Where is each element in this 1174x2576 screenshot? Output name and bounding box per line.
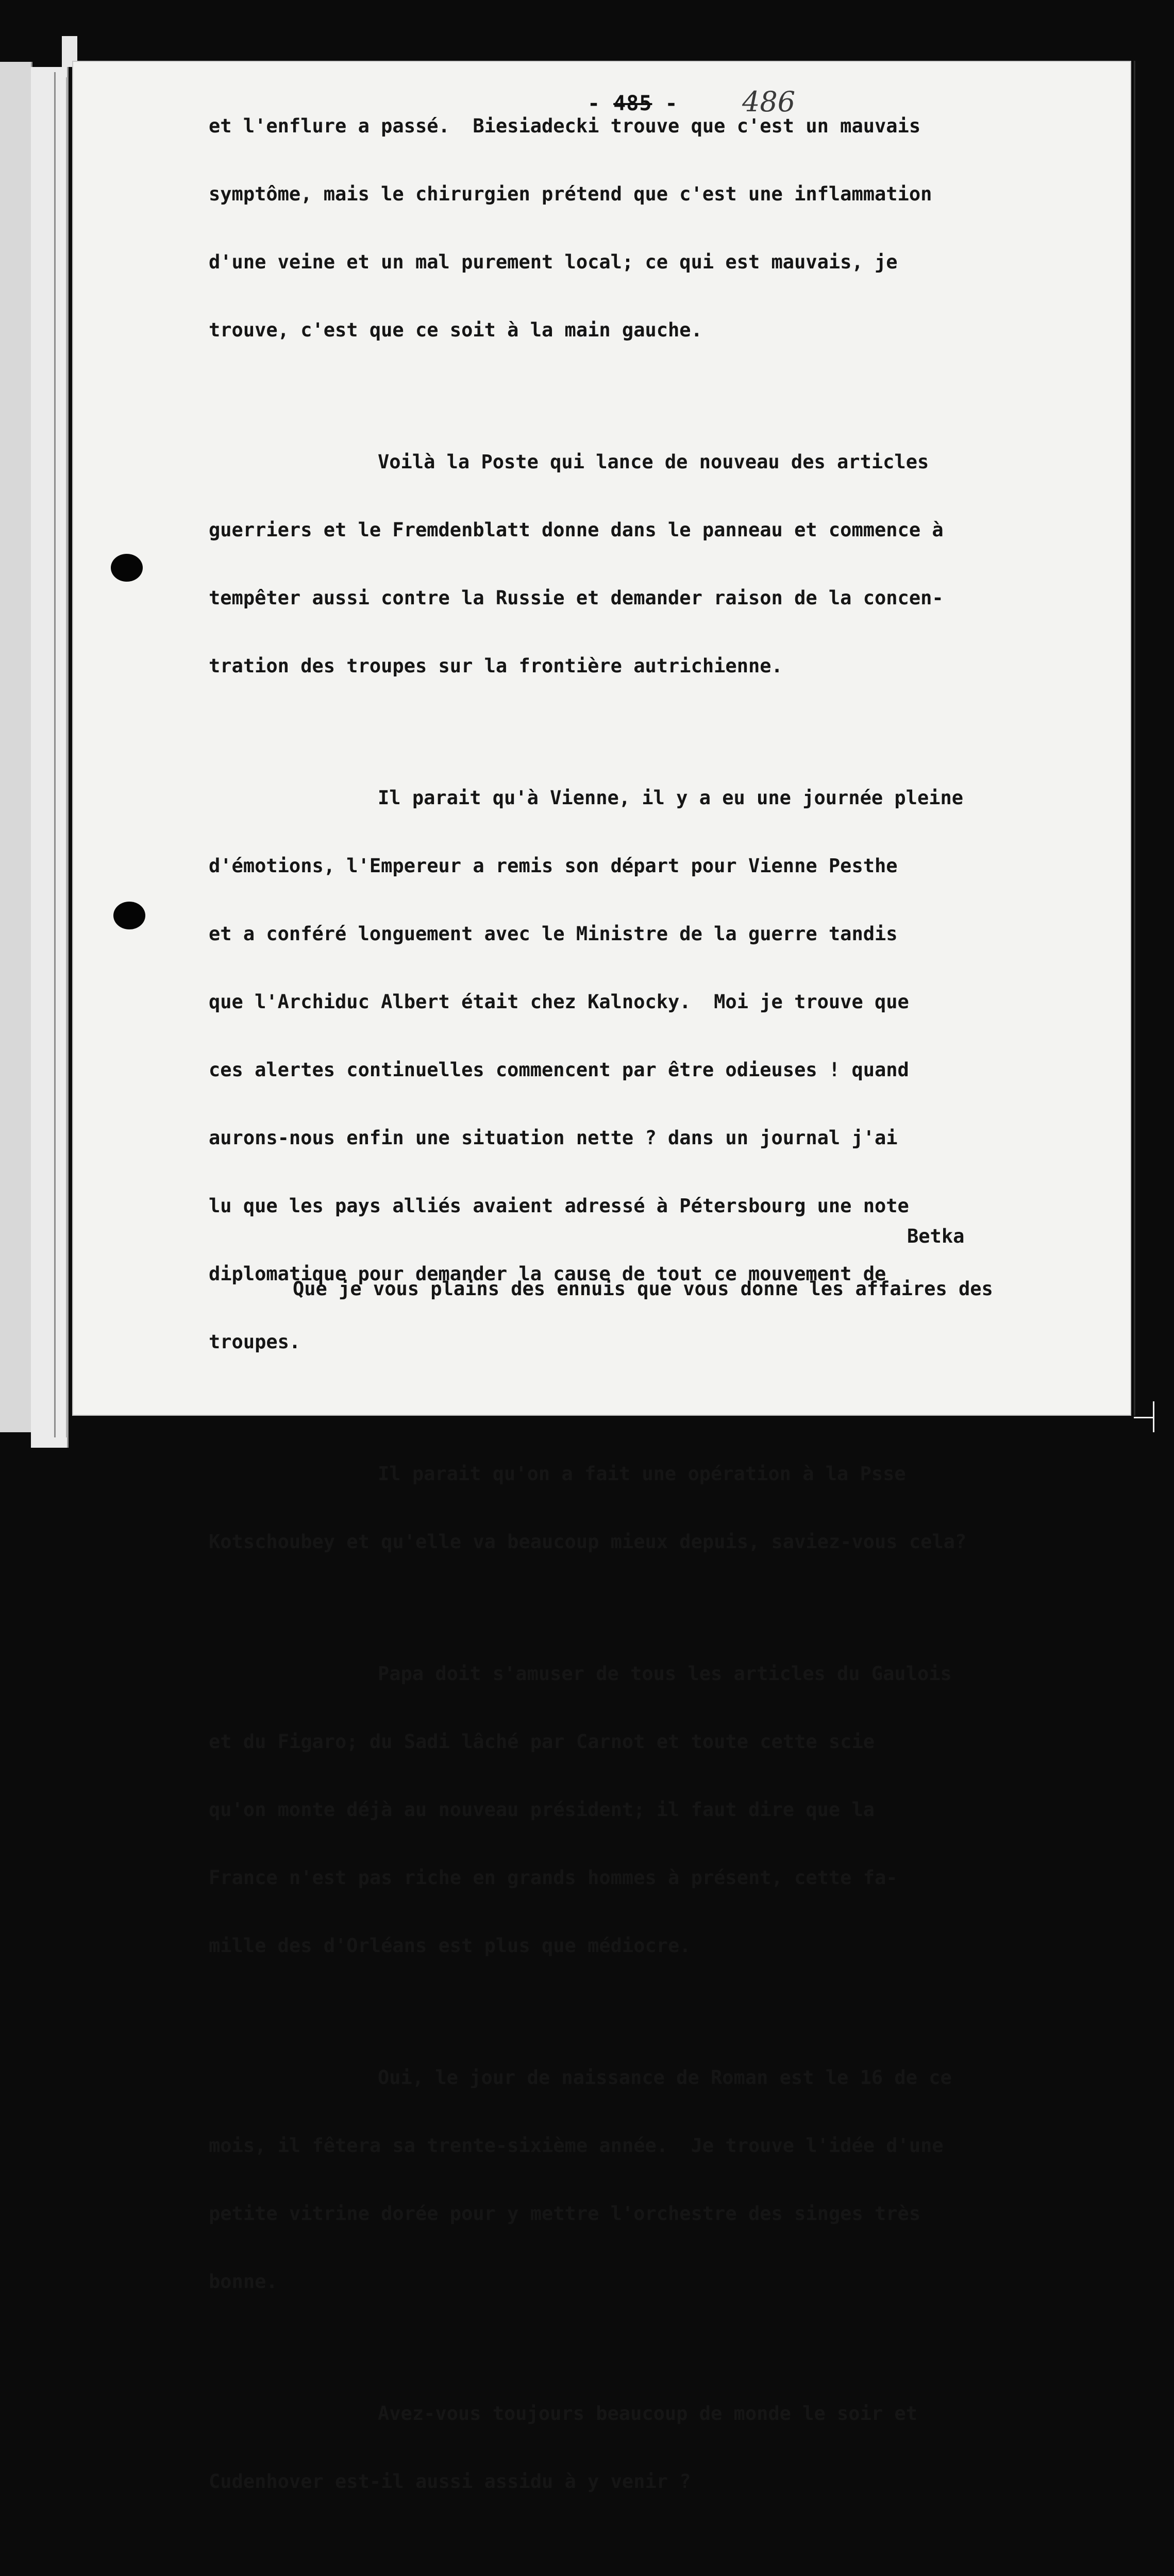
text-line: trouve, c'est que ce soit à la main gauche. (209, 319, 702, 341)
underlying-page-edge-1 (0, 62, 32, 1432)
punch-hole-upper (111, 554, 143, 582)
text-line: et a conféré longuement avec le Ministre de la guerre tandis (209, 923, 898, 945)
text-line: Papa doit s'amuser de tous les articles du Gaulois (378, 1663, 952, 1685)
text-line: Voilà la Poste qui lance de nouveau des articles (378, 451, 929, 473)
page-fold-line (54, 72, 56, 1437)
text-line: guerriers et le Fremdenblatt donne dans le panneau et commence à (209, 519, 944, 541)
text-line: France n'est pas riche en grands hommes à présent, cette fa- (209, 1867, 898, 1889)
text-line: petite vitrine dorée pour y mettre l'orchestre des singes très (209, 2202, 921, 2225)
text-line: Avez-vous toujours beaucoup de monde le soir et (378, 2402, 917, 2425)
text-line: troupes. (209, 1331, 301, 1353)
text-line: Oui, le jour de naissance de Roman est le 16 de ce (378, 2066, 952, 2089)
text-line: Il parait qu'on a fait une opération à la Psse (378, 1463, 906, 1485)
letter-body (209, 70, 1126, 2576)
punch-hole-lower (113, 902, 145, 929)
text-line: ces alertes continuelles commencent par être odieuses ! quand (209, 1059, 909, 1081)
text-line: aurons-nous enfin une situation nette ? dans un journal j'ai (209, 1127, 898, 1149)
text-line: d'une veine et un mal purement local; ce qui est mauvais, je (209, 251, 898, 273)
paragraph-4 (209, 1417, 1126, 1599)
text-line: mille des d'Orléans est plus que médiocre. (209, 1935, 691, 1957)
signature: Betka (907, 1225, 965, 1247)
handwritten-page-number: 486 (742, 86, 796, 118)
paragraph-2 (209, 405, 1126, 723)
paragraph-3 (209, 741, 1126, 1399)
text-line: tempêter aussi contre la Russie et demander raison de la concen- (209, 587, 944, 609)
text-line: Kotschoubey et qu'elle va beaucoup mieux depuis, saviez-vous cela? (209, 1531, 967, 1553)
text-line: bonne. (209, 2270, 278, 2293)
text-line: et du Figaro; du Sadi lâché par Carnot et toute cette scie (209, 1731, 875, 1753)
paragraph-1 (209, 70, 1126, 387)
paragraph-8 (209, 2557, 1126, 2576)
postscript-line: Que je vous plains des ennuis que vous donne les affaires des (293, 1278, 993, 1300)
paragraph-6 (209, 2021, 1126, 2338)
text-line: d'émotions, l'Empereur a remis son départ pour Vienne Pesthe (209, 855, 898, 877)
paragraph-7 (209, 2357, 1126, 2538)
crop-mark-bottom-right-vertical (1153, 1401, 1154, 1432)
paragraph-5 (209, 1617, 1126, 2003)
text-line: tration des troupes sur la frontière autrichienne. (209, 655, 783, 677)
text-line: lu que les pays alliés avaient adressé à Pétersbourg une note (209, 1195, 909, 1217)
crop-mark-bottom-right (1134, 1417, 1154, 1418)
page-number-struck: 485 (613, 92, 652, 115)
page-fold-line-2 (66, 77, 68, 1437)
page-right-edge (1134, 61, 1135, 1416)
underlying-page-edge-2 (31, 67, 69, 1448)
text-line: Il parait qu'à Vienne, il y a eu une journée pleine (378, 787, 964, 809)
text-line: diplomatique pour demander la cause de tout ce mouvement de (209, 1263, 886, 1285)
page-number-suffix: - (652, 92, 678, 115)
page-number-prefix: - (588, 92, 614, 115)
text-line: et l'enflure a passé. Biesiadecki trouve que c'est un mauvais (209, 115, 921, 137)
text-line: symptôme, mais le chirurgien prétend que c'est une inflammation (209, 183, 932, 205)
text-line: Cudenhover est-il aussi assidu à y venir ? (209, 2470, 691, 2493)
text-line: que l'Archiduc Albert était chez Kalnocky. Moi je trouve que (209, 991, 909, 1013)
text-line: qu'on monte déjà au nouveau président; il faut dire que la (209, 1799, 875, 1821)
text-line: mois, il fêtera sa trente-sixième année. Je trouve l'idée d'une (209, 2134, 944, 2157)
